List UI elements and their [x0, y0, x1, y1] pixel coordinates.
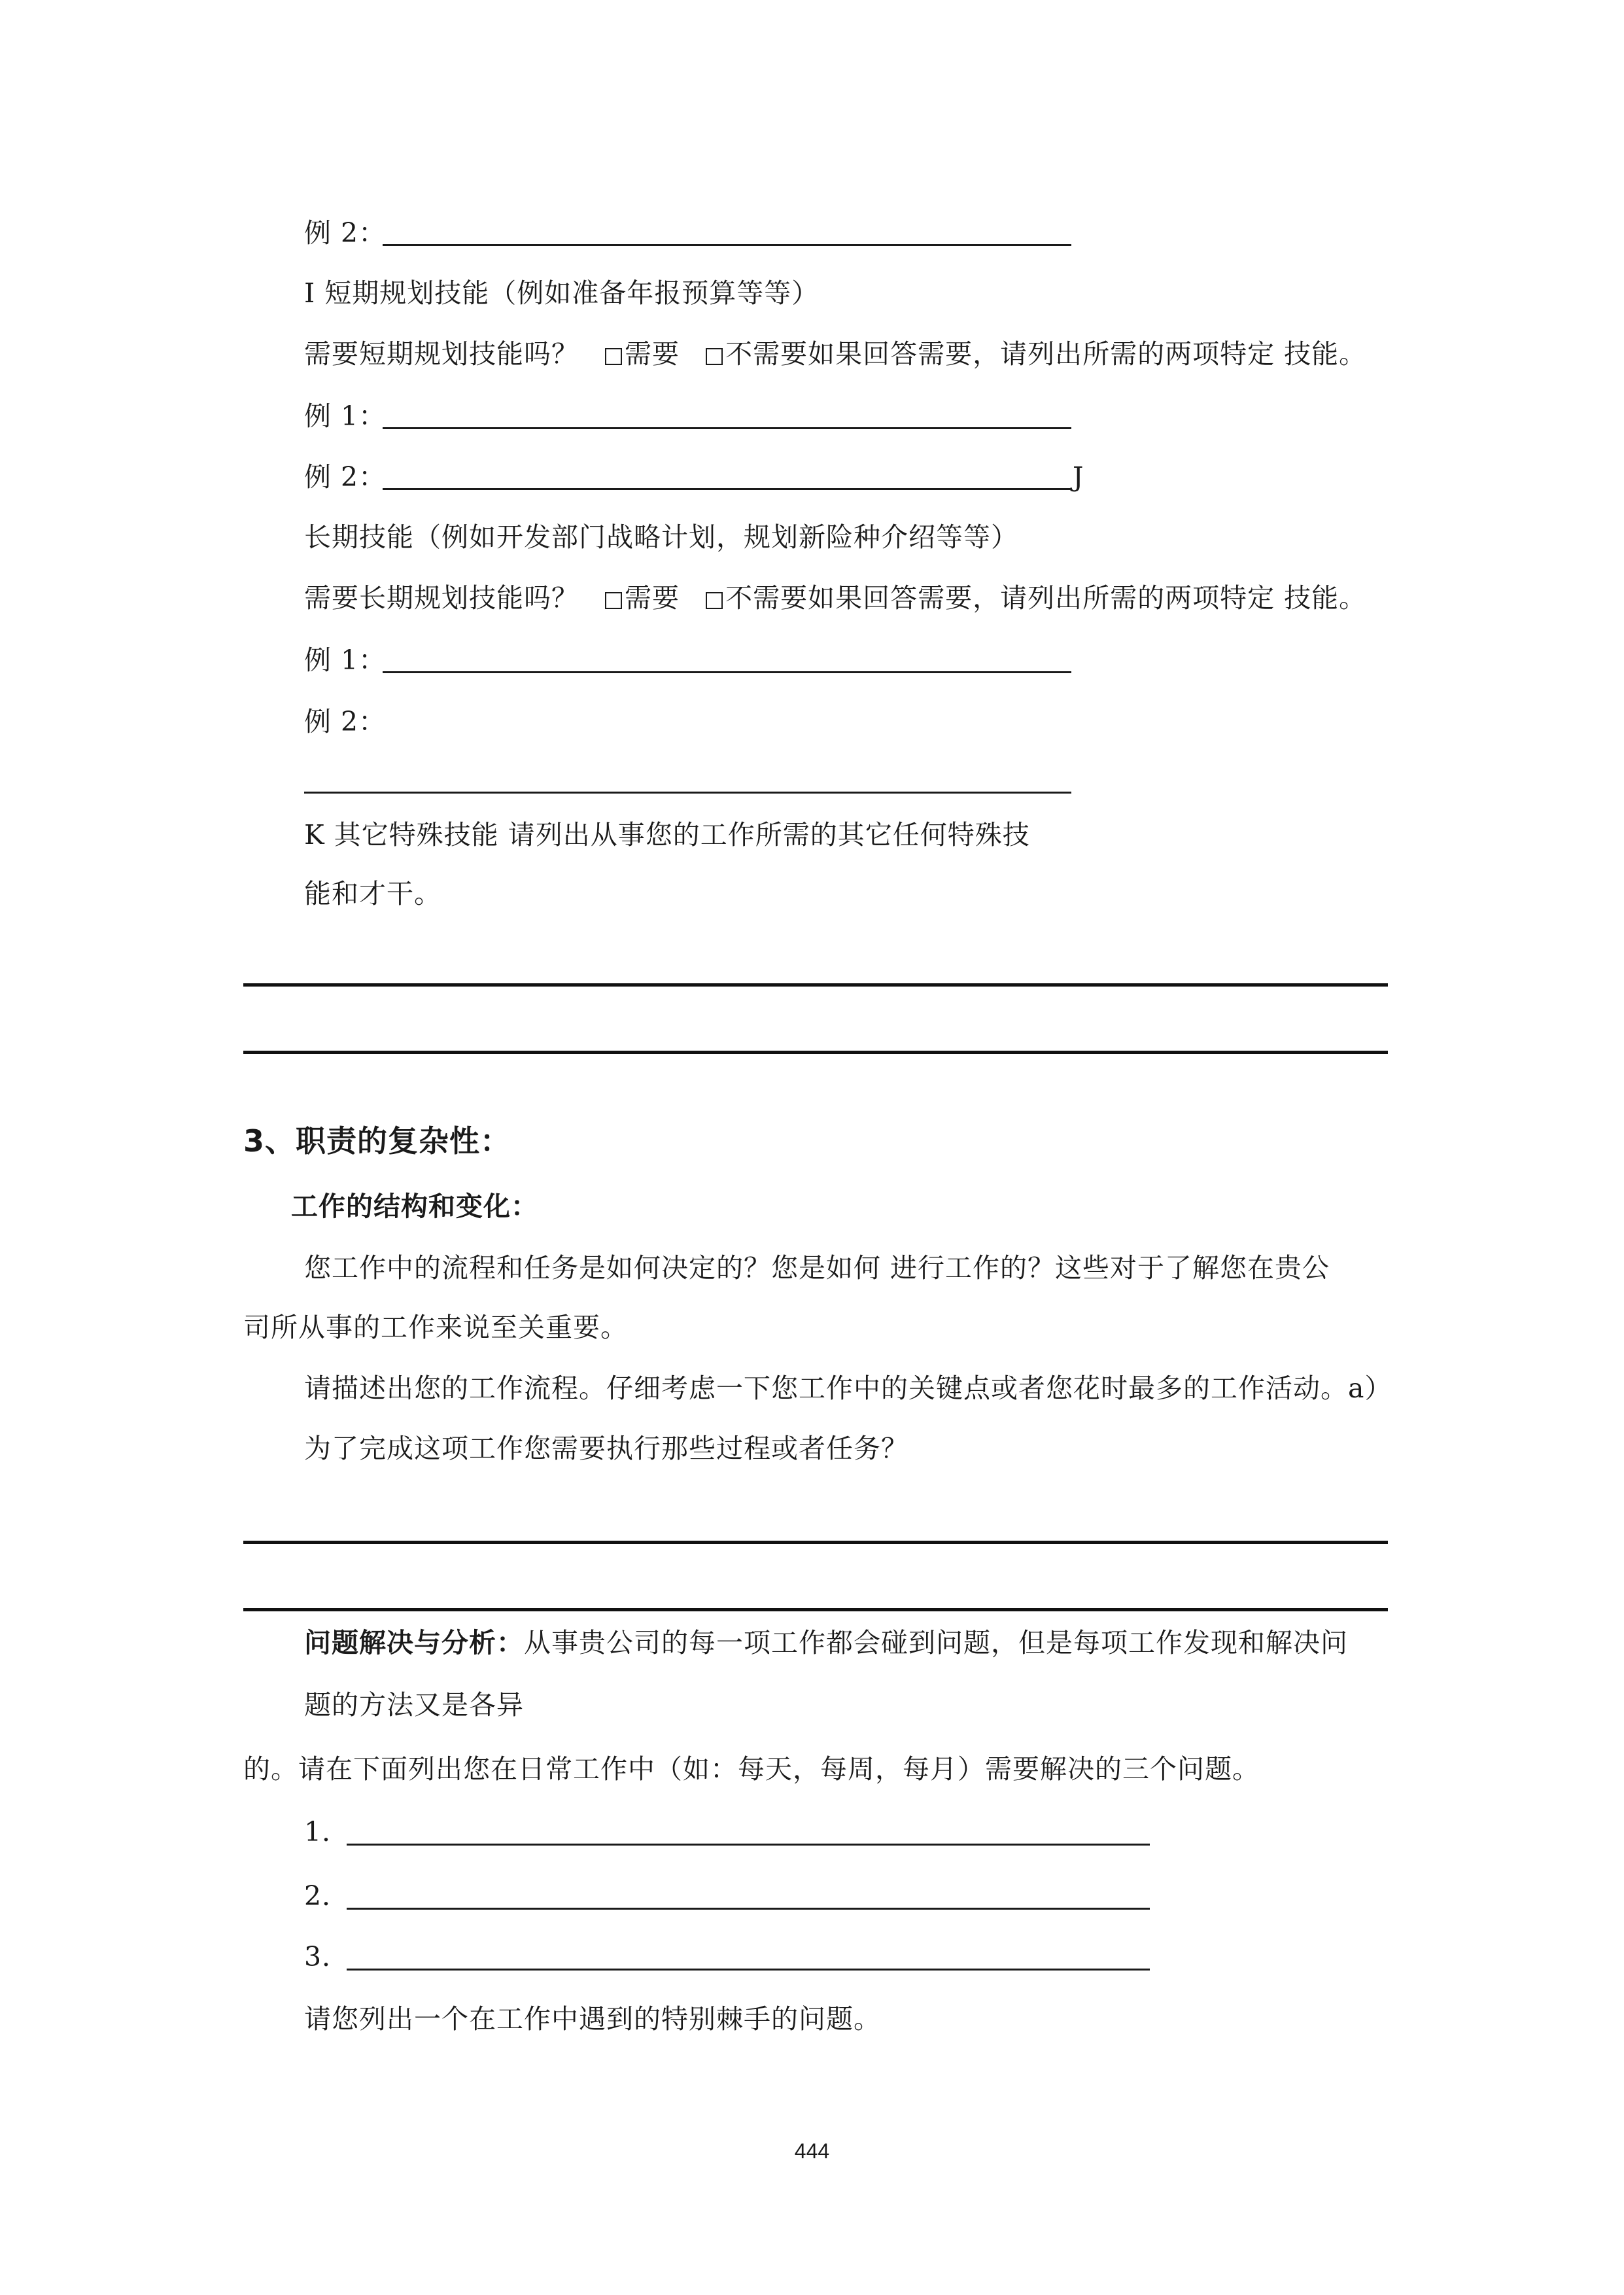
- problem-1-field[interactable]: [347, 1844, 1150, 1846]
- checkbox-icon: [605, 348, 622, 365]
- answer-line[interactable]: [243, 1608, 1388, 1611]
- need-label: 需要: [625, 338, 680, 370]
- answer-line[interactable]: [243, 1541, 1388, 1544]
- short-term-question: [304, 337, 1366, 371]
- example-2-field[interactable]: [383, 488, 1071, 490]
- page-number: 444: [794, 2139, 830, 2163]
- other-skills-continued: 能和才干。: [304, 878, 441, 909]
- short-term-question-text: 需要短期规划技能吗？: [304, 338, 579, 370]
- paragraph-line: 司所从事的工作来说至关重要。: [243, 1312, 628, 1343]
- answer-line[interactable]: [243, 983, 1388, 987]
- checkbox-icon: [605, 592, 622, 609]
- no-need-checkbox[interactable]: [706, 338, 1366, 370]
- example-2-label: 例 2：: [304, 461, 387, 493]
- answer-line[interactable]: [243, 1051, 1388, 1054]
- long-term-question-text: 需要长期规划技能吗？: [304, 582, 579, 614]
- need-checkbox[interactable]: [605, 338, 680, 370]
- problem-solving-text: 从事贵公司的每一项工作都会碰到问题，但是每项工作发现和解决问: [524, 1627, 1348, 1658]
- section-heading: 3、职责的复杂性：: [243, 1123, 511, 1159]
- problem-solving-title: 问题解决与分析：: [304, 1627, 524, 1658]
- short-term-skill-title: I 短期规划技能（例如准备年报预算等等）: [304, 277, 820, 309]
- no-need-label: 不需要如果回答需要，请列出所需的两项特定 技能。: [725, 582, 1367, 614]
- problem-2-field[interactable]: [347, 1908, 1150, 1910]
- paragraph-line: 为了完成这项工作您需要执行那些过程或者任务？: [304, 1433, 908, 1464]
- paragraph-line: 题的方法又是各异: [304, 1689, 524, 1721]
- example-1-field[interactable]: [383, 671, 1071, 673]
- no-need-checkbox[interactable]: [706, 582, 1366, 614]
- other-skills-title: K 其它特殊技能 请列出从事您的工作所需的其它任何特殊技: [304, 819, 1030, 850]
- checkbox-icon: [706, 592, 723, 609]
- long-term-question: [304, 581, 1366, 615]
- checkbox-icon: [706, 348, 723, 365]
- paragraph-line: 请描述出您的工作流程。仔细考虑一下您工作中的关键点或者您花时最多的工作活动。a）: [304, 1373, 1392, 1404]
- problem-number: 1．: [304, 1816, 350, 1848]
- long-term-skill-title: 长期技能（例如开发部门战略计划，规划新险种介绍等等）: [304, 521, 1018, 553]
- example-1-label: 例 1：: [304, 400, 387, 432]
- problem-3-field[interactable]: [347, 1969, 1150, 1971]
- example-2-label: 例 2：: [304, 706, 387, 737]
- paragraph-line: 您工作中的流程和任务是如何决定的？您是如何 进行工作的？这些对于了解您在贵公: [304, 1252, 1330, 1284]
- need-label: 需要: [625, 582, 680, 614]
- example-2-field[interactable]: [304, 792, 1071, 794]
- subsection-heading: 工作的结构和变化：: [291, 1191, 538, 1222]
- problem-solving-paragraph: [304, 1626, 1348, 1660]
- example-1-label: 例 1：: [304, 644, 387, 676]
- paragraph-line: 请您列出一个在工作中遇到的特别棘手的问题。: [304, 2003, 881, 2035]
- example-2-label: 例 2：: [304, 217, 387, 249]
- problem-number: 3．: [304, 1941, 350, 1972]
- need-checkbox[interactable]: [605, 582, 680, 614]
- no-need-label: 不需要如果回答需要，请列出所需的两项特定 技能。: [725, 338, 1367, 370]
- paragraph-line: 的。请在下面列出您在日常工作中（如：每天，每周，每月）需要解决的三个问题。: [243, 1753, 1260, 1785]
- example-1-field[interactable]: [383, 427, 1071, 429]
- problem-number: 2．: [304, 1880, 350, 1912]
- example-2-field[interactable]: [383, 244, 1071, 246]
- j-mark: J: [1073, 461, 1084, 493]
